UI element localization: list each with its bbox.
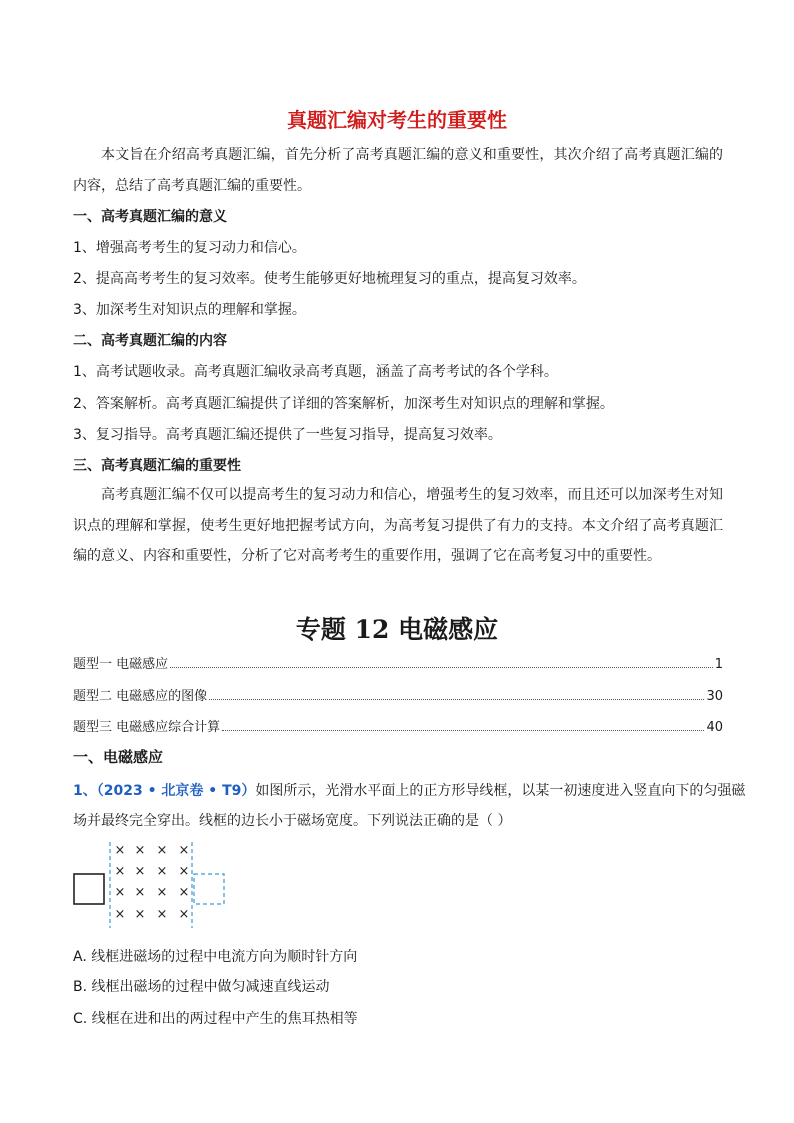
toc-leader: [222, 730, 704, 731]
option-b[interactable]: B. 线框出磁场的过程中做匀减速直线运动: [73, 979, 330, 995]
list-item: 2、答案解析。高考真题汇编提供了详细的答案解析，加深考生对知识点的理解和掌握。: [73, 396, 614, 412]
field-cross: ×: [114, 885, 126, 900]
toc-leader: [209, 699, 704, 700]
toc-page: 1: [714, 657, 723, 672]
document-title: 真题汇编对考生的重要性: [287, 108, 507, 132]
question-line-1: [73, 780, 746, 800]
field-cross: ×: [134, 843, 146, 858]
coil-exit-position: [194, 874, 224, 904]
question-line-2: 场并最终完全穿出。线框的边长小于磁场宽度。下列说法正确的是（ ）: [73, 813, 512, 829]
toc-page: 40: [706, 720, 723, 735]
field-cross: ×: [134, 864, 146, 879]
question-source: （2023 • 北京卷 • T9）: [96, 783, 256, 799]
section-heading-2: 二、高考真题汇编的内容: [73, 333, 227, 349]
field-cross: ×: [134, 907, 146, 922]
field-cross: ×: [178, 885, 190, 900]
toc-row[interactable]: [73, 715, 723, 735]
field-cross: ×: [178, 843, 190, 858]
list-item: 1、高考试题收录。高考真题汇编收录高考真题，涵盖了高考考试的各个学科。: [73, 364, 558, 380]
section-heading-em: 一、电磁感应: [73, 748, 164, 766]
list-item: 3、加深考生对知识点的理解和掌握。: [73, 302, 306, 318]
field-cross: ×: [156, 885, 168, 900]
topic-title: 专题 12 电磁感应: [295, 615, 499, 644]
section-heading-3: 三、高考真题汇编的重要性: [73, 458, 241, 474]
toc-row[interactable]: [73, 684, 723, 704]
toc-row[interactable]: [73, 652, 723, 672]
option-a[interactable]: A. 线框进磁场的过程中电流方向为顺时针方向: [73, 949, 358, 965]
toc-leader: [170, 667, 713, 668]
field-cross: ×: [178, 864, 190, 879]
option-c[interactable]: C. 线框在进和出的两过程中产生的焦耳热相等: [73, 1011, 358, 1027]
field-cross: ×: [114, 907, 126, 922]
section-heading-1: 一、高考真题汇编的意义: [73, 209, 227, 225]
field-cross: ×: [178, 907, 190, 922]
field-marks: [115, 843, 190, 922]
toc-label: 题型二 电磁感应的图像: [73, 689, 208, 704]
list-item: 2、提高高考考生的复习效率。使考生能够更好地梳理复习的重点，提高复习效率。: [73, 271, 586, 287]
toc-label: 题型一 电磁感应: [73, 657, 169, 672]
square-coil: [74, 874, 104, 904]
field-cross: ×: [134, 885, 146, 900]
list-item: 3、复习指导。高考真题汇编还提供了一些复习指导，提高复习效率。: [73, 427, 502, 443]
field-cross: ×: [114, 864, 126, 879]
field-cross: ×: [156, 864, 168, 879]
conclusion-paragraph: 高考真题汇编不仅可以提高考生的复习动力和信心，增强考生的复习效率，而且还可以加深考生对知识点的理解和掌握，使考生更好地把握考试方向，为高考复习提供了有力的支持。本文介绍了高考真题汇编的意义、内容和重要性，分析了它对高考考生的重要作用，强调了它在高考复习中的重要性。: [73, 487, 723, 564]
field-cross: ×: [156, 907, 168, 922]
intro-paragraph: 本文旨在介绍高考真题汇编，首先分析了高考真题汇编的意义和重要性，其次介绍了高考真题汇编的内容，总结了高考真题汇编的重要性。: [73, 147, 723, 194]
magnetic-field-figure: [70, 840, 240, 930]
field-cross: ×: [156, 843, 168, 858]
list-item: 1、增强高考考生的复习动力和信心。: [73, 240, 306, 256]
question-number: 1、: [73, 783, 97, 799]
toc-page: 30: [706, 689, 723, 704]
question-text: 如图所示，光滑水平面上的正方形导线框，以某一初速度进入竖直向下的匀强磁: [255, 783, 746, 799]
toc-label: 题型三 电磁感应综合计算: [73, 720, 221, 735]
field-cross: ×: [114, 843, 126, 858]
